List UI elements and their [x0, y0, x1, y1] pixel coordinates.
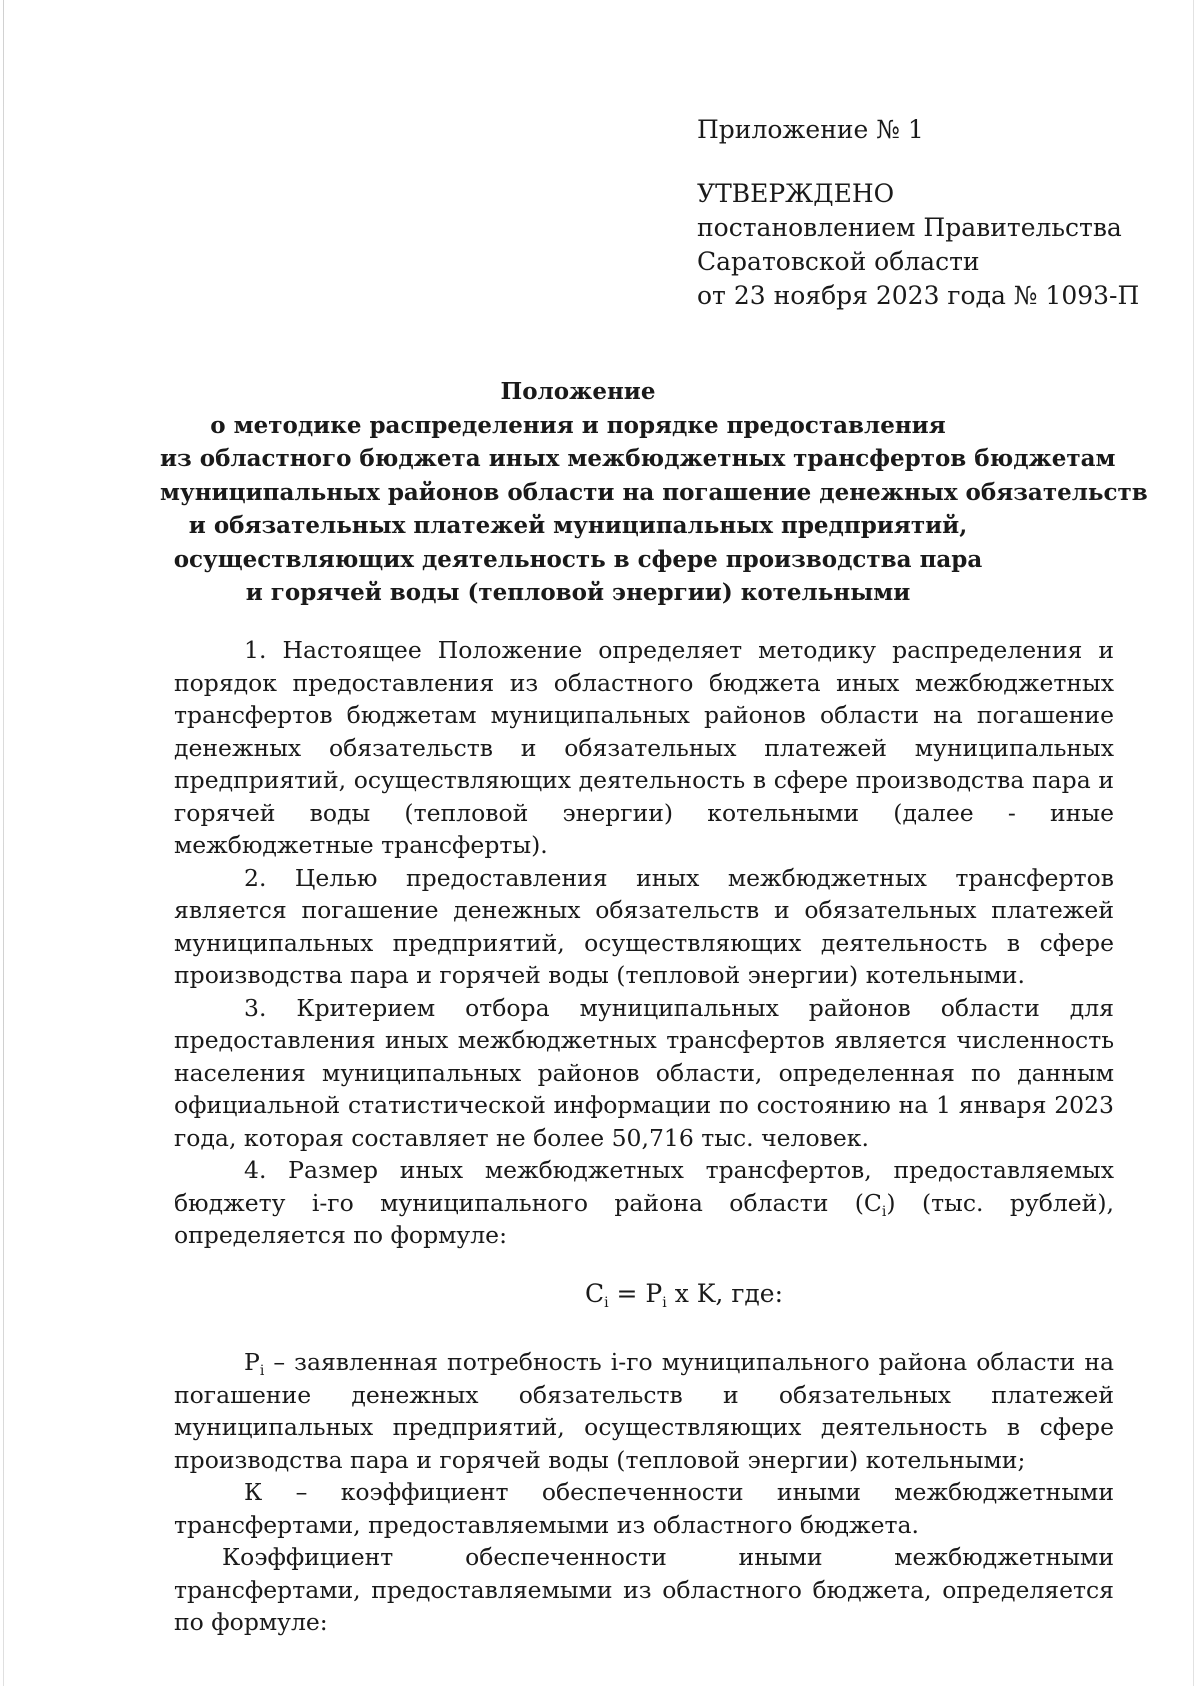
paragraph-5 — [174, 1346, 1114, 1476]
approved-label: УТВЕРЖДЕНО — [697, 179, 895, 208]
title-line-5: и обязательных платежей муниципальных предприятий, — [188, 512, 968, 539]
approval-line-2: Саратовской области — [697, 247, 980, 276]
paragraph-1: 1. Настоящее Положение определяет методику распределения и порядок предоставления из областного бюджета иных межбюджетных трансфертов бюджетам муниципальных районов области на погашение денежных обязательств и обязательных платежей муниципальных предприятий, осуществляющих деятельность в сфере производства пара и горячей воды (тепловой энергии) котельными (далее - иные межбюджетные трансферты). — [174, 636, 1114, 859]
document-body — [174, 634, 1114, 1639]
title-line-2: о методике распределения и порядке предоставления — [210, 411, 946, 439]
formula-c-subscript: i — [604, 1294, 609, 1311]
paragraph-7: Коэффициент обеспеченности иными межбюджетными трансфертами, предоставляемыми из областного бюджета, определяется по формуле: — [174, 1543, 1114, 1636]
paragraph-5-subscript: i — [259, 1363, 265, 1379]
scan-edge-right — [1193, 0, 1194, 1686]
approval-block — [697, 113, 1139, 313]
paragraph-6: К – коэффициент обеспеченности иными межбюджетными трансфертами, предоставляемыми из областного бюджета. — [174, 1478, 1114, 1539]
paragraph-5-var: P — [244, 1348, 260, 1376]
formula-rest: x K, где: — [666, 1278, 784, 1308]
appendix-label: Приложение № 1 — [697, 115, 924, 144]
title-line-3: из областного бюджета иных межбюджетных трансфертов бюджетам — [160, 445, 1116, 472]
scan-edge-left — [3, 0, 4, 1686]
formula-equals: = P — [608, 1278, 663, 1308]
paragraph-2: 2. Целью предоставления иных межбюджетных трансфертов является погашение денежных обязательств и обязательных платежей муниципальных предприятий, осуществляющих деятельность в сфере производства пара и горячей воды (тепловой энергии) котельными. — [174, 863, 1114, 989]
paragraph-3: 3. Критерием отбора муниципальных районов области для предоставления иных межбюджетных трансфертов является численность населения муниципальных районов области, определенная по данным официальной статистической информации по состоянию на 1 января 2023 года, которая составляет не более 50,716 тыс. человек. — [174, 993, 1114, 1152]
formula-c: C — [584, 1278, 605, 1308]
paragraph-4-text-a: 4. Размер иных межбюджетных трансфертов, предоставляемых бюджету i-го муниципального района области (C — [174, 1156, 1114, 1217]
formula-ci — [174, 1278, 1114, 1311]
approval-line-3: от 23 ноября 2023 года № 1093-П — [697, 281, 1140, 310]
title-line-6: осуществляющих деятельность в сфере производства пара — [173, 545, 983, 573]
title-line-4: муниципальных районов области на погашение денежных обязательств — [160, 478, 1148, 506]
document-title — [160, 375, 1148, 610]
paragraph-5-text: – заявленная потребность i-го муниципального района области на погашение денежных обязательств и обязательных платежей муниципальных предприятий, осуществляющих деятельность в сфере производства пара и горячей воды (тепловой энергии) котельными; — [174, 1348, 1114, 1474]
title-line-7: и горячей воды (тепловой энергии) котельными — [245, 579, 911, 606]
formula-p-subscript: i — [662, 1294, 667, 1311]
paragraph-4 — [174, 1154, 1114, 1252]
paragraph-4-text-b: ) (тыс. рублей), определяется по формуле: — [174, 1188, 1114, 1249]
approval-line-1: постановлением Правительства — [697, 213, 1122, 242]
title-line-1: Положение — [500, 378, 656, 405]
paragraph-4-subscript: i — [881, 1203, 887, 1220]
